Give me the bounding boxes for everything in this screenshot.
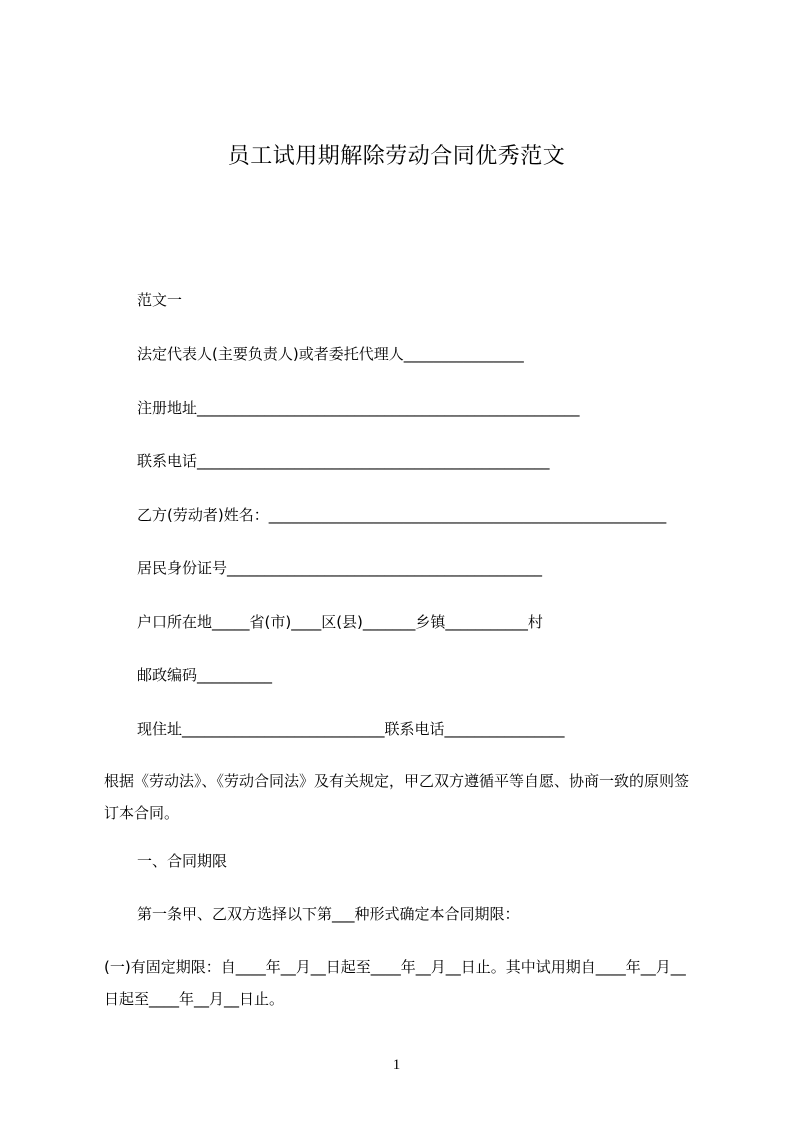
field-postal-code: 邮政编码__________ — [137, 666, 273, 684]
section-heading-contract-term: 一、合同期限 — [137, 852, 228, 870]
field-legal-representative: 法定代表人(主要负责人)或者委托代理人________________ — [137, 345, 524, 363]
field-contact-phone: 联系电话_______________________________________________ — [137, 452, 550, 470]
clause-fixed-term: (一)有固定期限：自____年__月__日起至____年__月__日止。其中试用期自____年__月__日起至____年__月__日止。 — [104, 958, 686, 1008]
section-label-sample-one: 范文一 — [137, 291, 183, 309]
field-id-number: 居民身份证号__________________________________________ — [137, 559, 543, 577]
field-registered-address: 注册地址___________________________________________________ — [137, 399, 580, 417]
field-household-registration: 户口所在地_____省(市)____区(县)_______乡镇___________村 — [137, 613, 543, 631]
field-party-b-name: 乙方(劳动者)姓名：_____________________________________________________ — [137, 506, 667, 524]
paragraph-legal-basis: 根据《劳动法》、《劳动合同法》及有关规定，甲乙双方遵循平等自愿、协商一致的原则签订本合同。 — [104, 772, 690, 822]
document-title: 员工试用期解除劳动合同优秀范文 — [227, 144, 566, 169]
article-one: 第一条甲、乙双方选择以下第___种形式确定本合同期限： — [137, 905, 520, 923]
field-current-address: 现住址___________________________联系电话________________ — [137, 720, 565, 738]
page-number: 1 — [392, 1057, 401, 1073]
